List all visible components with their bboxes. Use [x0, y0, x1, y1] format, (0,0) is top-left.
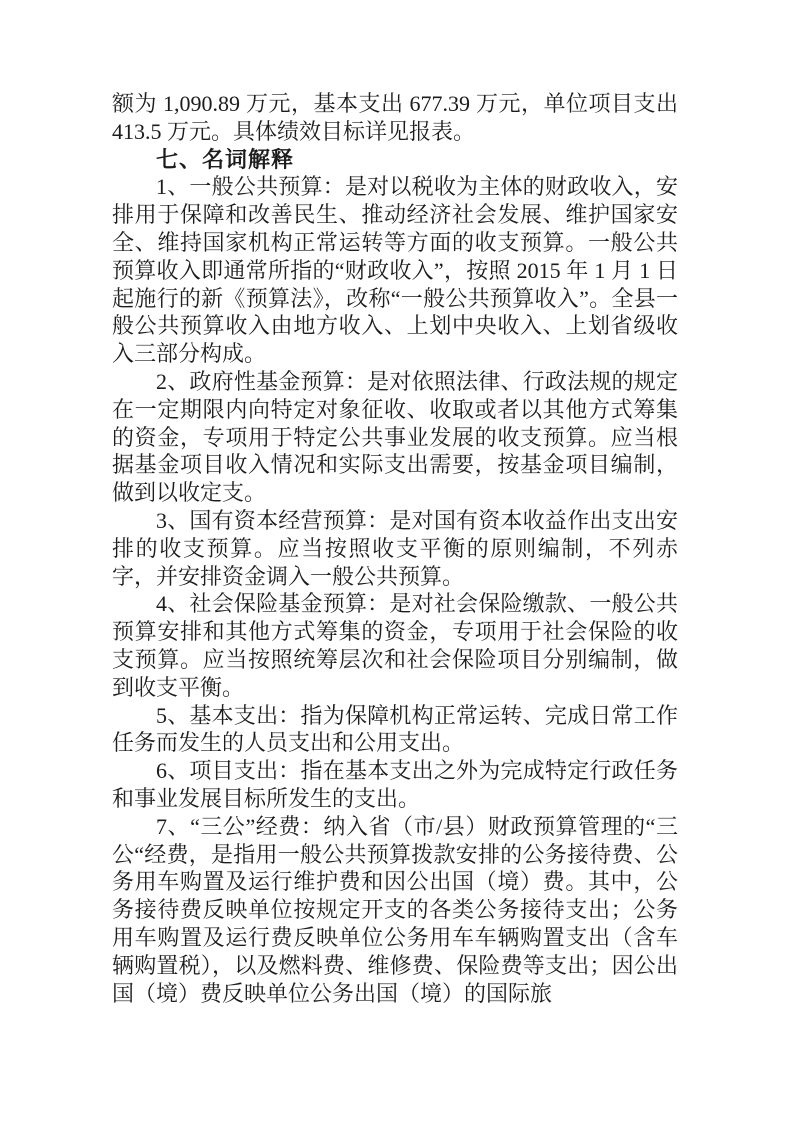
- paragraph: 3、国有资本经营预算：是对国有资本收益作出支出安排的收支预算。应当按照收支平衡的原则编制，不列赤字，并安排资金调入一般公共预算。: [112, 507, 678, 589]
- paragraph: 4、社会保险基金预算：是对社会保险缴款、一般公共预算安排和其他方式筹集的资金，专项用于社会保险的收支预算。应当按照统筹层次和社会保险项目分别编制，做到收支平衡。: [112, 591, 678, 700]
- paragraph: 5、基本支出：指为保障机构正常运转、完成日常工作任务而发生的人员支出和公用支出。: [112, 702, 678, 756]
- paragraph: 6、项目支出：指在基本支出之外为完成特定行政任务和事业发展目标所发生的支出。: [112, 758, 678, 811]
- document-content: [112, 90, 678, 1007]
- paragraph: 额为 1,090.89 万元，基本支出 677.39 万元，单位项目支出 413.5 万元。具体绩效目标详见报表。: [112, 91, 678, 144]
- paragraph: 2、政府性基金预算：是对依照法律、行政法规的规定在一定期限内向特定对象征收、收取或者以其他方式筹集的资金，专项用于特定公共事业发展的收支预算。应当根据基金项目收入情况和实际支出需要，按基金项目编制，做到以收定支。: [112, 368, 678, 506]
- paragraph: 1、一般公共预算：是对以税收为主体的财政收入，安排用于保障和改善民生、推动经济社会发展、维护国家安全、维持国家机构正常运转等方面的收支预算。一般公共预算收入即通常所指的“财政收入”，按照 2015 年 1 月 1 日起施行的新《预算法》，改称“一般公共预算收入”。全县一般公共预算收入由地方收入、上划中央收入、上划省级收入三部分构成。: [112, 174, 678, 367]
- paragraph: 7、“三公”经费：纳入省（市/县）财政预算管理的“三公“经费，是指用一般公共预算拨款安排的公务接待费、公务用车购置及运行维护费和因公出国（境）费。其中，公务接待费反映单位按规定开支的各类公务接待支出；公务用车购置及运行费反映单位公务用车车辆购置支出（含车辆购置税），以及燃料费、维修费、保险费等支出；因公出国（境）费反映单位公务出国（境）的国际旅: [112, 813, 678, 1006]
- section-heading: 七、名词解释: [156, 146, 295, 172]
